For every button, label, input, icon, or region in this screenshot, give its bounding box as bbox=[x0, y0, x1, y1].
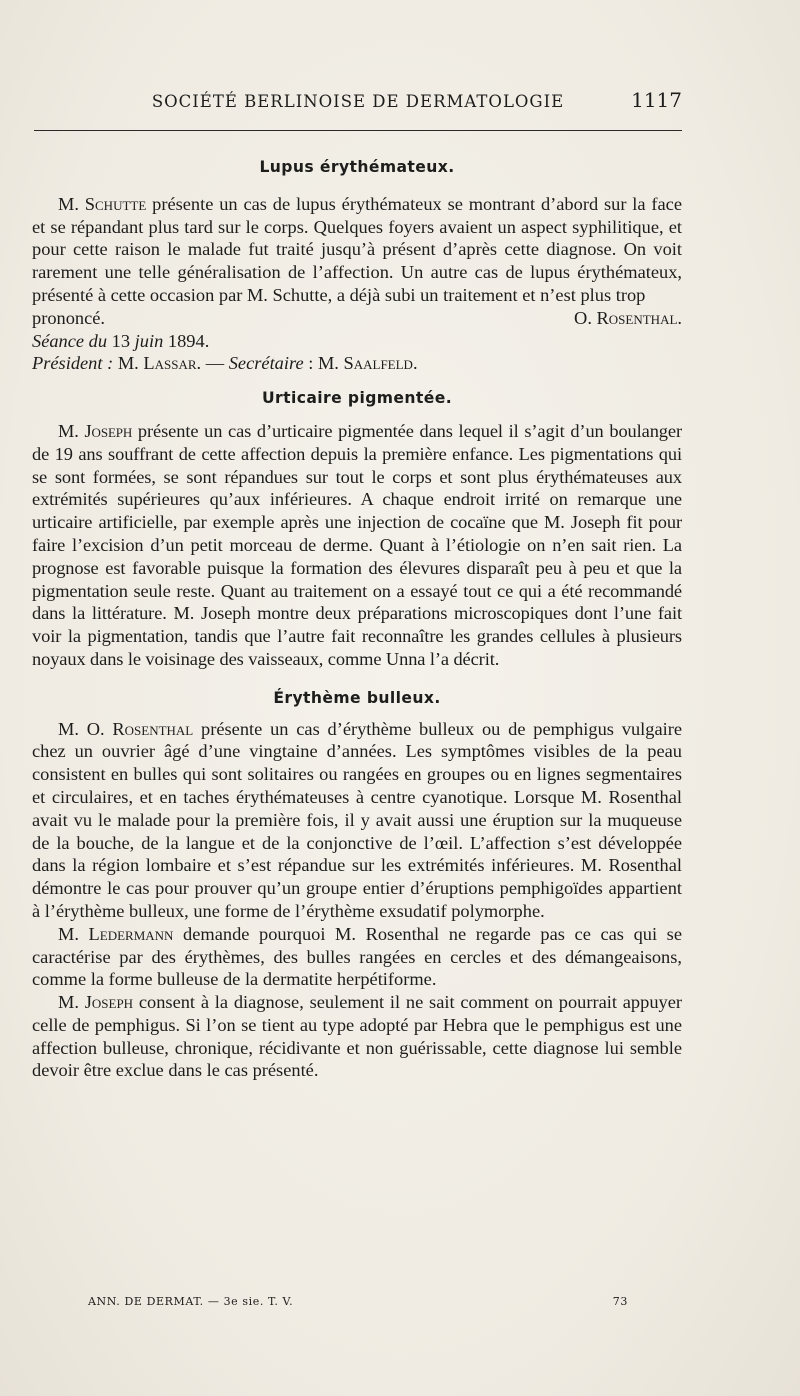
paragraph-erytheme-1 bbox=[32, 718, 682, 923]
seance-label: Séance du bbox=[32, 330, 108, 351]
meeting-date bbox=[32, 330, 682, 353]
signature: O. Rosenthal. bbox=[574, 307, 682, 328]
presenter-name: M. O. Rosenthal bbox=[58, 718, 194, 739]
header-rule bbox=[34, 130, 682, 131]
page-number: 1117 bbox=[631, 88, 682, 112]
secretaire-name: : M. Saalfeld. bbox=[308, 353, 418, 374]
running-title: SOCIÉTÉ BERLINOISE DE DERMATOLOGIE bbox=[151, 92, 565, 111]
section-title-erytheme: Érythème bulleux. bbox=[273, 688, 441, 707]
paragraph-text: présente un cas d’érythème bulleux ou de pemphigus vulgaire chez un ouvrier âgé d’une vingtaine d’années. Les symptômes visibles de la peau consistent en bulles qui sont solitaires ou rangées en groupes ou en lignes segmentaires et circulaires, et en taches érythémateuses à centre cyanotique. Lorsque M. Rosenthal avait vu le malade pour la première fois, il y avait aussi une éruption sur la muqueuse de la bouche, de la langue et de la conjonctive de l’œil. L’affection s’est développée dans la région lombaire et s’est répandue sur les extrémités inférieures. M. Rosenthal démontre le cas pour prouver qu’un groupe entier d’éruptions pemphigoïdes appartient à l’érythème bulleux, une forme de l’érythème exsudatif polymorphe. bbox=[32, 718, 682, 921]
section-title-lupus: Lupus érythémateux. bbox=[259, 158, 455, 176]
presenter-name: M. Joseph bbox=[58, 420, 133, 441]
section-title-urticaire: Urticaire pigmentée. bbox=[261, 389, 453, 408]
presenter-name: M. Schutte bbox=[58, 193, 147, 214]
president-name: M. Lassar. bbox=[117, 353, 202, 374]
meeting-officers bbox=[32, 352, 682, 375]
presenter-name: M. Ledermann bbox=[58, 923, 174, 944]
page-body bbox=[32, 150, 682, 1082]
running-head bbox=[34, 88, 682, 116]
paragraph-urticaire bbox=[32, 420, 682, 671]
seance-year: 1894. bbox=[167, 330, 210, 351]
seance-day: 13 bbox=[111, 330, 131, 351]
footer-signature-mark: 73 bbox=[612, 1295, 628, 1308]
paragraph-erytheme-2 bbox=[32, 923, 682, 991]
paragraph-text: présente un cas d’urticaire pigmentée dans lequel il s’agit d’un boulanger de 19 ans souffrant de cette affection depuis la première enfance. Les pigmentations qui se sont formées, se sont répandues sur tout le corps et sont plus érythémateuses aux extrémités supérieures qu’aux inférieures. A chaque endroit irrité on remarque une urticaire artificielle, par exemple après une injection de cocaïne que M. Joseph fit pour faire l’excision d’un petit morceau de derme. Quant à l’étiologie on n’en sait rien. La prognose est favorable puisque la formation des élevures disparaît peu à peu et que la pigmentation seule reste. Quant au traitement on a essayé tout ce qui a été recommandé dans la littérature. M. Joseph montre deux préparations microscopiques dont l’une fait voir la pigmentation, tandis que l’autre fait reconnaître les grandes cellules à plusieurs noyaux dans le voisinage des vaisseaux, comme Unna l’a décrit. bbox=[32, 420, 682, 669]
paragraph-text: demande pourquoi M. Rosenthal ne regarde pas ce cas qui se caractérise par des érythèmes, des bulles rangées en cercles et des démangeaisons, comme la forme bulleuse de la dermatite herpétiforme. bbox=[32, 923, 682, 990]
page-footer bbox=[88, 1295, 628, 1311]
paragraph-lupus bbox=[32, 193, 682, 307]
president-label: Président : bbox=[32, 353, 114, 374]
presenter-name: M. Joseph bbox=[58, 992, 134, 1013]
paragraph-last-word: prononcé. bbox=[32, 307, 106, 328]
paragraph-text: présente un cas de lupus érythémateux se montrant d’abord sur la face et se répandant plus tard sur le corps. Quelques foyers avaient un aspect syphilitique, et pour cette raison le malade fut traité jusqu’à présent d’après cette diagnose. On voit rarement une telle généralisation de l’affection. Un autre cas de lupus érythémateux, présenté à cette occasion par M. Schutte, a déjà subi un traitement et n’est plus trop bbox=[32, 193, 683, 305]
officer-separator: — bbox=[205, 353, 225, 374]
paragraph-erytheme-3 bbox=[32, 991, 682, 1082]
footer-journal: ANN. DE DERMAT. — 3e sie. T. V. bbox=[88, 1295, 294, 1308]
seance-month: juin bbox=[134, 330, 164, 351]
paragraph-text: consent à la diagnose, seulement il ne sait comment on pourrait appuyer celle de pemphigus. Si l’on se tient au type adopté par Hebra que le pemphigus est une affection bulleuse, chronique, récidivante et non guérissable, cette diagnose lui semble devoir être exclue dans le cas présenté. bbox=[32, 992, 683, 1081]
secretaire-label: Secrétaire bbox=[228, 353, 304, 374]
paragraph-lupus-end bbox=[32, 307, 682, 330]
